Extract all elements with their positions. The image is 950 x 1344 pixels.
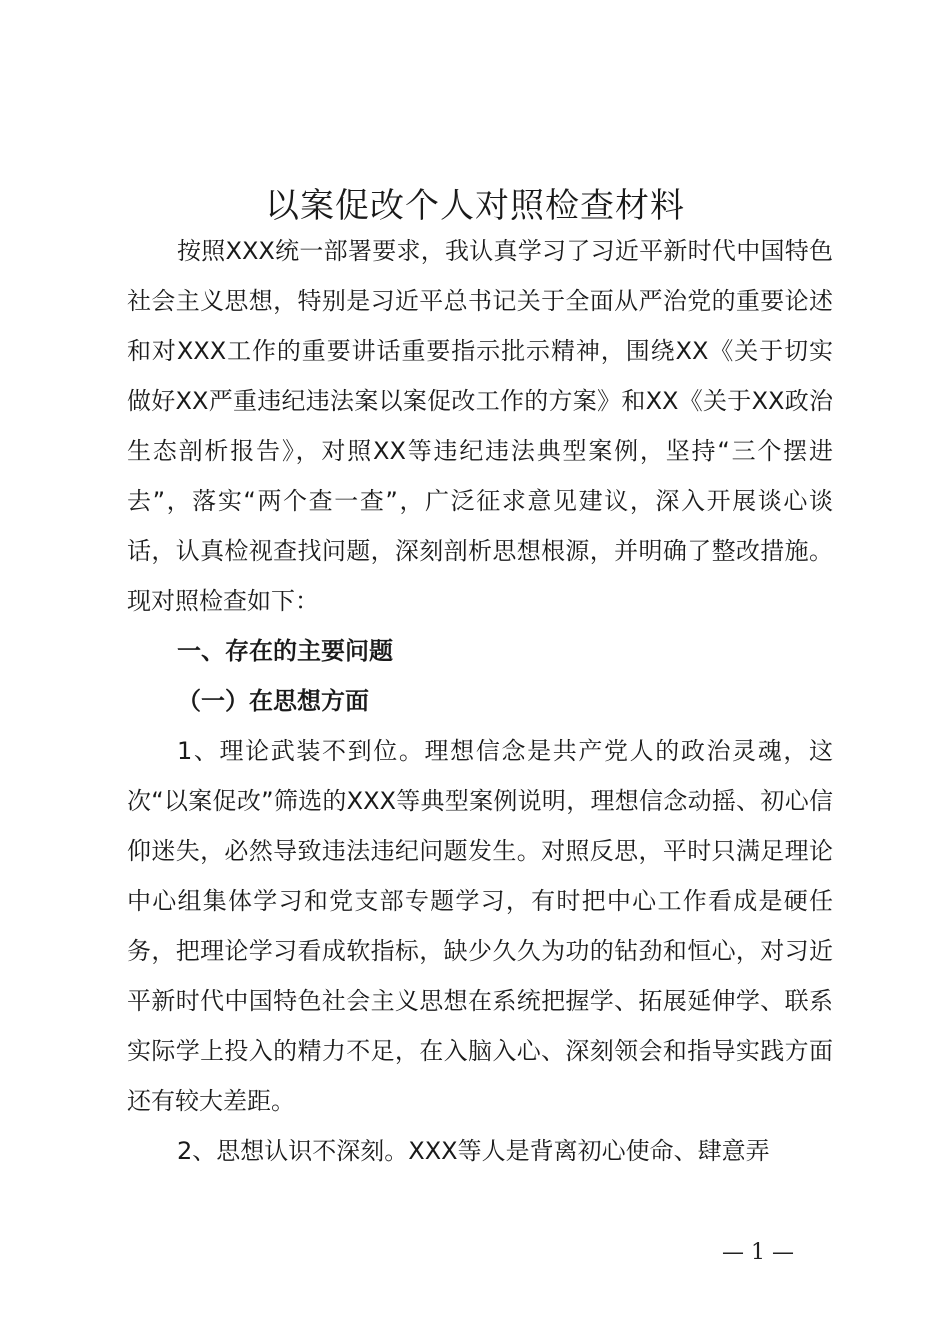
section-heading-problems: 一、存在的主要问题 — [177, 637, 393, 665]
document-body — [127, 226, 833, 1176]
item-paragraph-1: 1、理论武装不到位。理想信念是共产党人的政治灵魂，这次“以案促改”筛选的XXX等典型案例说明，理想信念动摇、初心信仰迷失，必然导致违法违纪问题发生。对照反思，平时只满足理论中心组集体学习和党支部专题学习，有时把中心工作看成是硬任务，把理论学习看成软指标，缺少久久为功的钻劲和恒心，对习近平新时代中国特色社会主义思想在系统把握学、拓展延伸学、联系实际学上投入的精力不足，在入脑入心、深刻领会和指导实践方面还有较大差距。 — [127, 737, 833, 1115]
document-title: 以案促改个人对照检查材料 — [265, 186, 685, 226]
subsection-heading-thinking: （一）在思想方面 — [177, 687, 369, 715]
intro-paragraph: 按照XXX统一部署要求，我认真学习了习近平新时代中国特色社会主义思想，特别是习近平总书记关于全面从严治党的重要论述和对XXX工作的重要讲话重要指示批示精神，围绕XX《关于切实做好XX严重违纪违法案以案促改工作的方案》和XX《关于XX政治生态剖析报告》，对照XX等违纪违法典型案例，坚持“三个摆进去”，落实“两个查一查”，广泛征求意见建议，深入开展谈心谈话，认真检视查找问题，深刻剖析思想根源，并明确了整改措施。现对照检查如下： — [127, 237, 833, 615]
item-paragraph-2: 2、思想认识不深刻。XXX等人是背离初心使命、肆意弄 — [177, 1137, 770, 1165]
page-number: — 1 — — [722, 1240, 794, 1265]
